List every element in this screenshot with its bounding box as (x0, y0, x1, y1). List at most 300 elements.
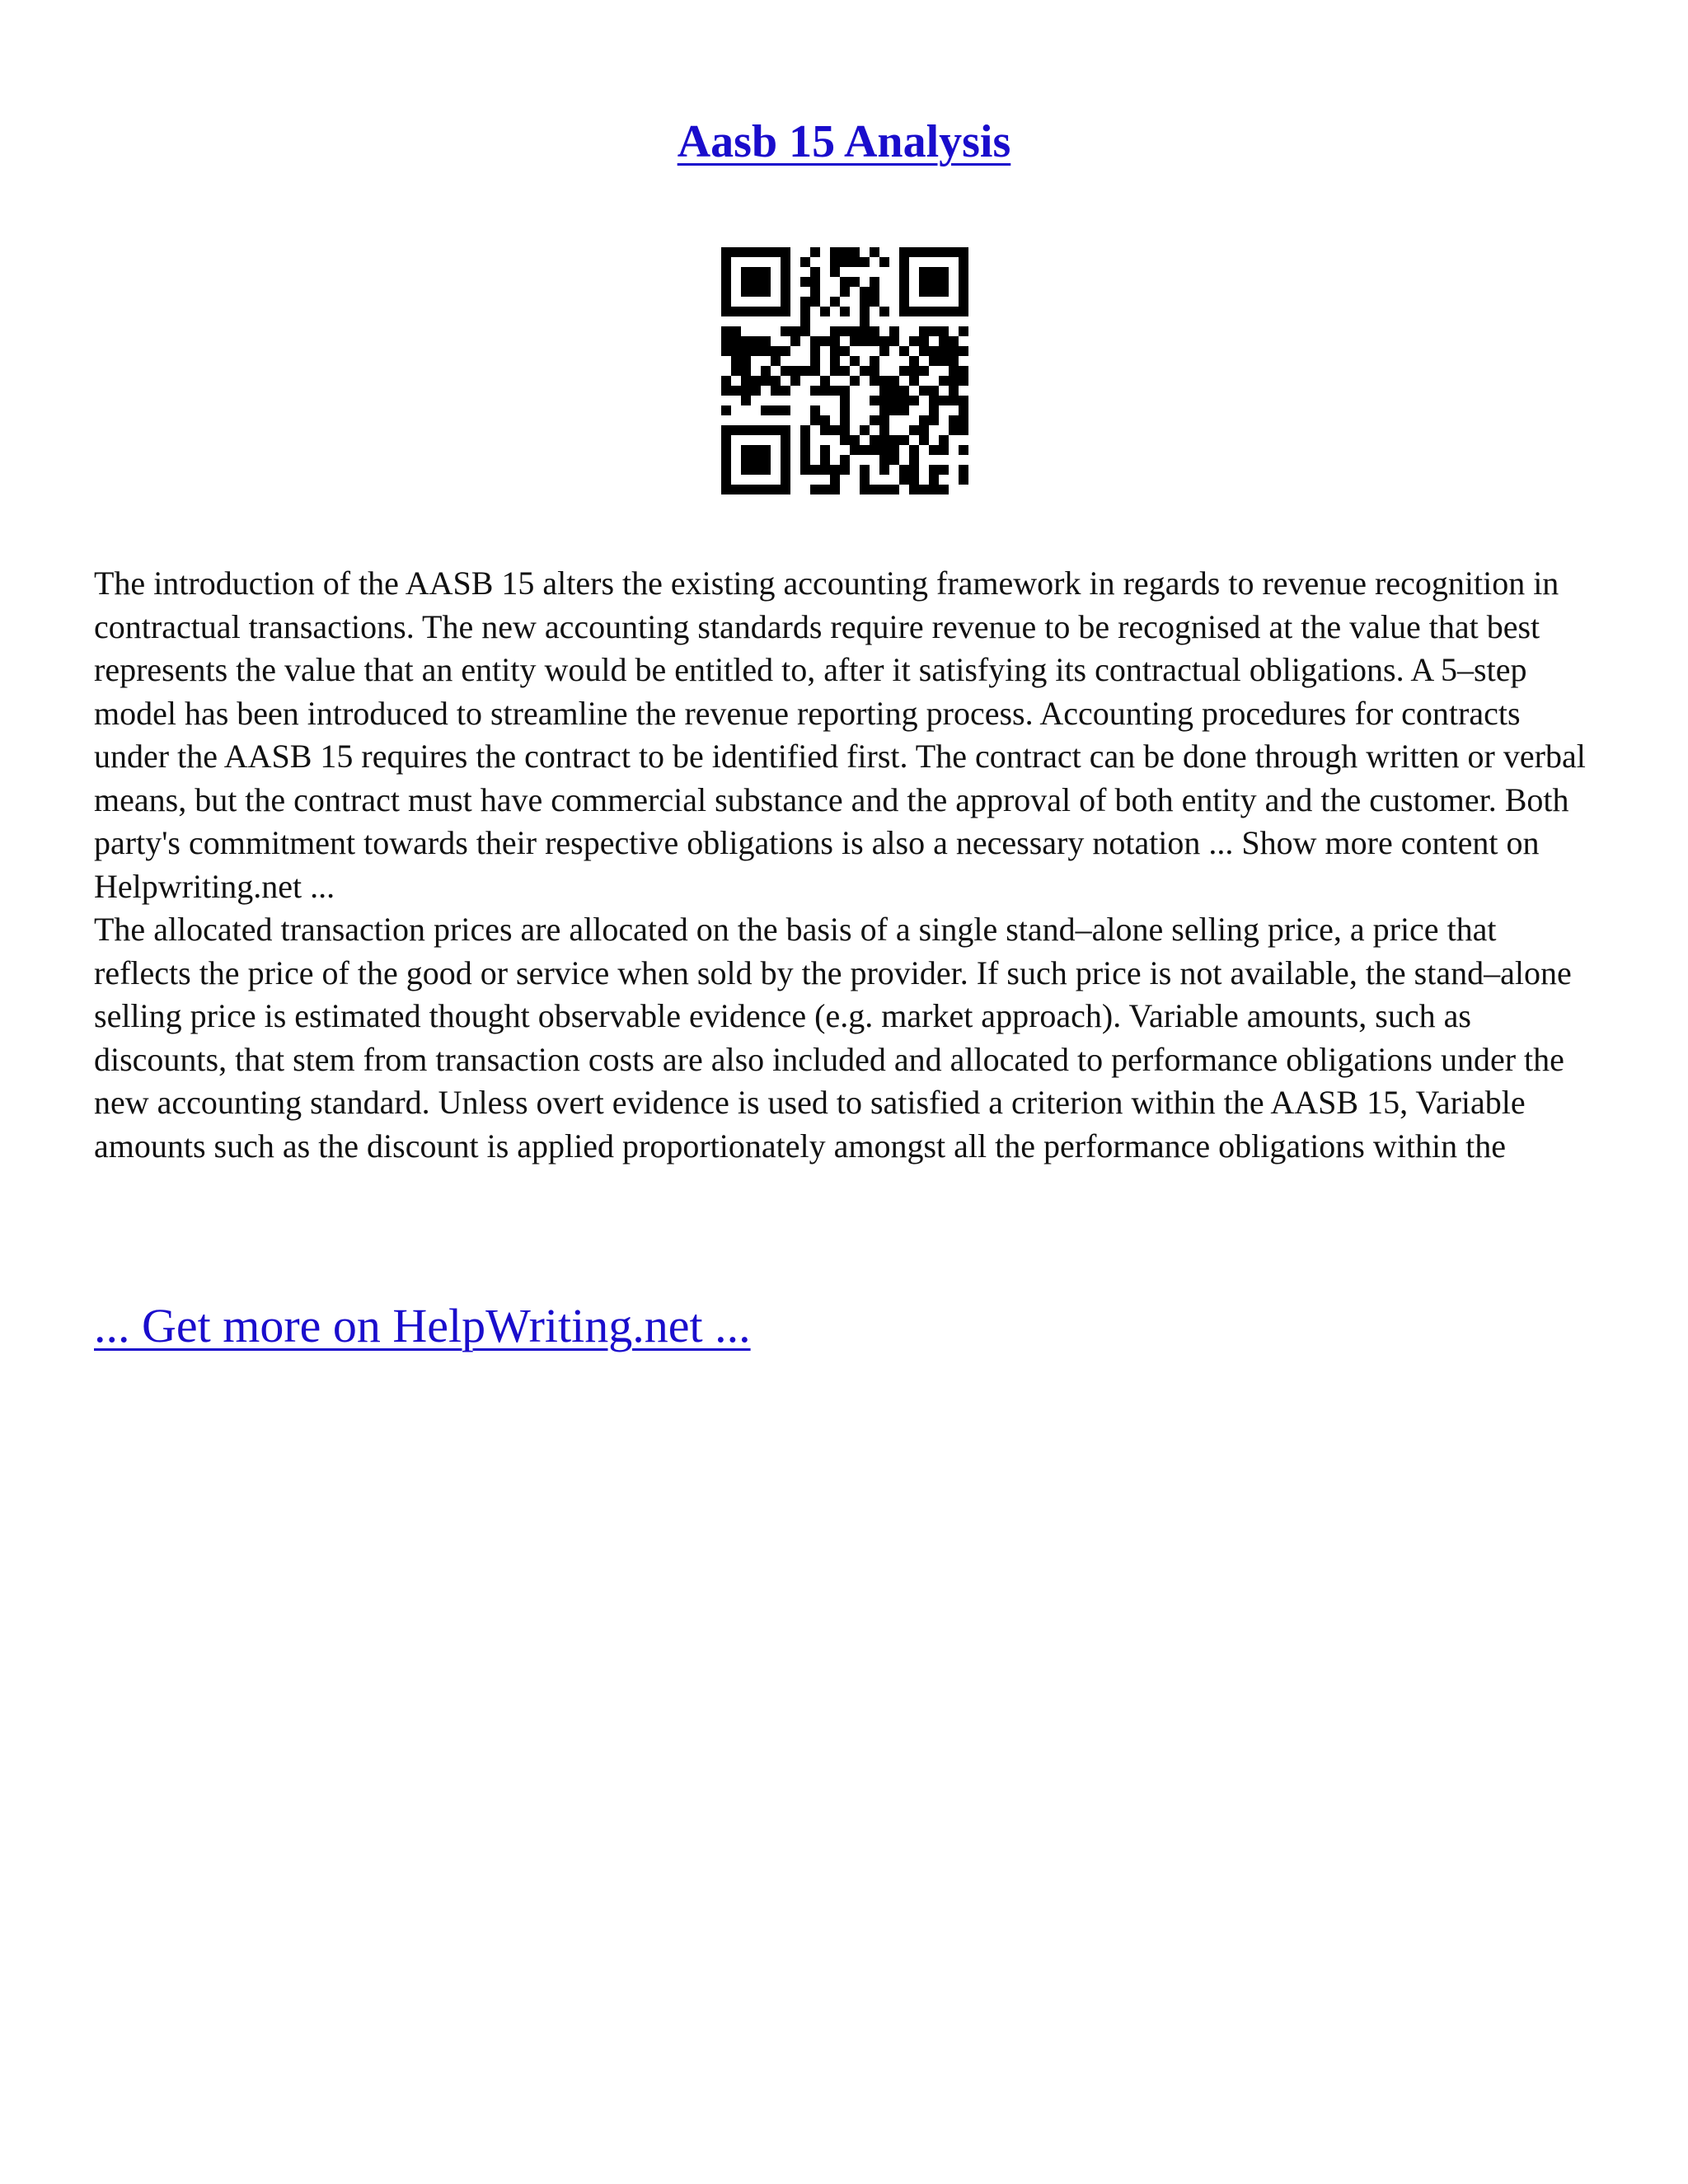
qr-module (721, 376, 731, 386)
qr-module (860, 445, 870, 455)
qr-module (830, 425, 840, 435)
qr-module (830, 465, 840, 475)
qr-module (949, 415, 959, 425)
qr-module (721, 475, 731, 485)
paragraph-1: The introduction of the AASB 15 alters the existing accounting framework in regards to revenue recognition in contractual transactions. The new accounting standards require revenue to be recognised at the value that best represents the value that an entity would be entitled to, after it satisfying its contractual obligations. A 5–step model has been introduced to streamline the revenue reporting process. Accounting procedures for contracts under the AASB 15 requires the contract to be identified first. The contract can be done through written or verbal means, but the contract must have commercial substance and the approval of both entity and the customer. Both party's commitment towards their respective obligations is also a necessary notation ... Show more content on Helpwriting.net ... (94, 565, 1586, 905)
qr-module (870, 326, 879, 336)
qr-module (959, 287, 968, 297)
qr-module (870, 356, 879, 366)
qr-module (899, 307, 909, 316)
qr-module (790, 366, 800, 376)
qr-module (751, 445, 761, 455)
qr-module (761, 336, 771, 346)
qr-module (899, 396, 909, 405)
qr-module (949, 376, 959, 386)
qr-module (731, 366, 741, 376)
qr-module (929, 485, 939, 494)
qr-module (771, 346, 781, 356)
qr-module (870, 366, 879, 376)
qr-module (721, 297, 731, 307)
qr-module (810, 356, 820, 366)
qr-module (771, 376, 781, 386)
qr-module (919, 346, 929, 356)
qr-module (909, 247, 919, 257)
qr-module (840, 415, 850, 425)
qr-module (929, 465, 939, 475)
qr-module (761, 485, 771, 494)
qr-module (909, 396, 919, 405)
qr-module (879, 396, 889, 405)
qr-module (860, 287, 870, 297)
qr-module (929, 475, 939, 485)
qr-module (860, 307, 870, 316)
qr-module (909, 307, 919, 316)
qr-module (879, 376, 889, 386)
qr-module (810, 366, 820, 376)
qr-module (899, 297, 909, 307)
qr-module (751, 376, 761, 386)
qr-module (721, 405, 731, 415)
qr-module (850, 445, 860, 455)
qr-module (810, 287, 820, 297)
qr-module (939, 307, 949, 316)
qr-module (820, 455, 830, 465)
qr-module (850, 336, 860, 346)
qr-module (899, 475, 909, 485)
qr-module (741, 336, 751, 346)
qr-module (830, 475, 840, 485)
qr-module (790, 336, 800, 346)
qr-module (870, 287, 879, 297)
qr-module (751, 336, 761, 346)
qr-module (879, 257, 889, 267)
qr-module (751, 455, 761, 465)
qr-module (771, 405, 781, 415)
qr-module (889, 405, 899, 415)
qr-module (830, 346, 840, 356)
qr-module (899, 277, 909, 287)
qr-module (929, 405, 939, 415)
qr-module (761, 346, 771, 356)
qr-module (899, 465, 909, 475)
qr-module (781, 465, 790, 475)
qr-module (721, 277, 731, 287)
qr-module (820, 307, 830, 316)
qr-module (741, 386, 751, 396)
qr-module (781, 485, 790, 494)
qr-module (781, 445, 790, 455)
qr-module (741, 425, 751, 435)
qr-module (919, 435, 929, 445)
qr-module (731, 485, 741, 494)
qr-module (751, 307, 761, 316)
qr-module (800, 465, 810, 475)
qr-code-icon (721, 247, 968, 494)
qr-module (810, 415, 820, 425)
qr-module (899, 287, 909, 297)
qr-module (790, 326, 800, 336)
qr-module (781, 287, 790, 297)
qr-module (741, 465, 751, 475)
qr-module (939, 247, 949, 257)
qr-module (959, 297, 968, 307)
qr-module (949, 247, 959, 257)
qr-module (870, 376, 879, 386)
qr-module (800, 326, 810, 336)
qr-module (929, 386, 939, 396)
qr-module (840, 287, 850, 297)
qr-module (959, 425, 968, 435)
qr-module (800, 277, 810, 287)
qr-module (820, 386, 830, 396)
qr-module (761, 425, 771, 435)
qr-module (870, 485, 879, 494)
qr-module (820, 336, 830, 346)
qr-module (751, 247, 761, 257)
qr-module (741, 366, 751, 376)
qr-module (781, 475, 790, 485)
qr-module (959, 465, 968, 475)
qr-module (751, 386, 761, 396)
qr-module (959, 307, 968, 316)
qr-module (731, 346, 741, 356)
qr-module (810, 277, 820, 287)
qr-module (840, 346, 850, 356)
qr-module (751, 267, 761, 277)
qr-module (731, 336, 741, 346)
qr-module (939, 435, 949, 445)
qr-module (771, 247, 781, 257)
qr-module (860, 425, 870, 435)
qr-module (899, 267, 909, 277)
qr-module (741, 346, 751, 356)
qr-module (830, 247, 840, 257)
qr-module (860, 257, 870, 267)
qr-module (800, 257, 810, 267)
qr-module (899, 366, 909, 376)
qr-module (939, 277, 949, 287)
qr-module (860, 336, 870, 346)
qr-module (751, 346, 761, 356)
qr-module (741, 247, 751, 257)
qr-module (919, 425, 929, 435)
qr-module (929, 415, 939, 425)
qr-module (919, 267, 929, 277)
qr-module (830, 366, 840, 376)
qr-module (800, 316, 810, 326)
qr-module (751, 287, 761, 297)
qr-module (771, 307, 781, 316)
qr-module (781, 247, 790, 257)
qr-module (870, 396, 879, 405)
qr-module (919, 307, 929, 316)
qr-module (721, 445, 731, 455)
qr-module (939, 346, 949, 356)
qr-module (781, 277, 790, 287)
qr-module (781, 326, 790, 336)
qr-module (781, 307, 790, 316)
qr-module (929, 247, 939, 257)
qr-module (771, 485, 781, 494)
qr-module (721, 307, 731, 316)
qr-module (721, 346, 731, 356)
qr-module (870, 247, 879, 257)
qr-module (889, 336, 899, 346)
qr-module (939, 396, 949, 405)
qr-module (860, 297, 870, 307)
qr-module (761, 247, 771, 257)
qr-module (820, 376, 830, 386)
qr-module (751, 465, 761, 475)
qr-module (830, 267, 840, 277)
qr-module (879, 415, 889, 425)
qr-module (850, 247, 860, 257)
qr-module (810, 297, 820, 307)
qr-module (959, 376, 968, 386)
qr-module (909, 336, 919, 346)
qr-module (909, 445, 919, 455)
qr-module (781, 366, 790, 376)
qr-module (781, 455, 790, 465)
qr-module (959, 475, 968, 485)
qr-module (731, 326, 741, 336)
qr-module (929, 445, 939, 455)
qr-module (879, 425, 889, 435)
qr-module (721, 425, 731, 435)
qr-module (751, 485, 761, 494)
qr-module (949, 396, 959, 405)
qr-module (850, 257, 860, 267)
qr-module (731, 425, 741, 435)
qr-module (959, 247, 968, 257)
qr-module (820, 425, 830, 435)
qr-module (840, 247, 850, 257)
qr-module (929, 326, 939, 336)
qr-module (771, 425, 781, 435)
qr-module (860, 326, 870, 336)
qr-module (909, 376, 919, 386)
paragraph-2: The allocated transaction prices are allocated on the basis of a single stand–alone selling price, a price that reflects the price of the good or service when sold by the provider. If such price is not available, the stand–alone selling price is estimated thought observable evidence (e.g. market approach). Variable amounts, such as discounts, that stem from transaction costs are also included and allocated to performance obligations under the new accounting standard. Unless overt evidence is used to satisfied a criterion within the AASB 15, Variable amounts such as the discount is applied proportionately amongst all the performance obligations within the (94, 911, 1572, 1165)
qr-module (889, 485, 899, 494)
qr-module (800, 366, 810, 376)
qr-module (939, 336, 949, 346)
qr-module (919, 326, 929, 336)
qr-module (939, 267, 949, 277)
qr-module (840, 326, 850, 336)
qr-module (909, 475, 919, 485)
qr-module (800, 435, 810, 445)
qr-module (800, 455, 810, 465)
qr-module (800, 297, 810, 307)
qr-module (721, 287, 731, 297)
qr-module (830, 336, 840, 346)
title-link[interactable]: Aasb 15 Analysis (677, 116, 1011, 167)
qr-module (721, 326, 731, 336)
qr-module (879, 485, 889, 494)
qr-module (889, 445, 899, 455)
qr-module (741, 376, 751, 386)
qr-module (840, 465, 850, 475)
qr-module (781, 435, 790, 445)
qr-module (721, 485, 731, 494)
qr-module (850, 435, 860, 445)
qr-module (919, 415, 929, 425)
qr-module (870, 415, 879, 425)
qr-module (721, 435, 731, 445)
qr-module (741, 455, 751, 465)
qr-module (860, 316, 870, 326)
qr-module (909, 366, 919, 376)
qr-module (889, 455, 899, 465)
qr-module (761, 405, 771, 415)
qr-module (721, 336, 731, 346)
qr-module (721, 267, 731, 277)
qr-module (790, 376, 800, 386)
qr-module (949, 346, 959, 356)
qr-module (810, 267, 820, 277)
qr-module (959, 267, 968, 277)
qr-module (959, 415, 968, 425)
qr-module (840, 435, 850, 445)
qr-module (929, 356, 939, 366)
qr-module (909, 455, 919, 465)
qr-module (781, 257, 790, 267)
qr-module (820, 465, 830, 475)
qr-module (830, 386, 840, 396)
qr-module (781, 346, 790, 356)
qr-module (889, 396, 899, 405)
qr-module (741, 277, 751, 287)
qr-module (909, 356, 919, 366)
qr-module (830, 257, 840, 267)
qr-module (870, 435, 879, 445)
qr-module (889, 376, 899, 386)
qr-module (860, 366, 870, 376)
qr-module (820, 445, 830, 455)
qr-module (840, 396, 850, 405)
qr-module (741, 287, 751, 297)
qr-module (840, 257, 850, 267)
qr-module (721, 465, 731, 475)
qr-module (959, 346, 968, 356)
qr-module (879, 336, 889, 346)
qr-module (870, 445, 879, 455)
qr-module (850, 277, 860, 287)
qr-module (781, 267, 790, 277)
qr-module (731, 386, 741, 396)
qr-module (919, 287, 929, 297)
qr-module (820, 415, 830, 425)
qr-module (899, 405, 909, 415)
qr-module (959, 445, 968, 455)
qr-module (939, 376, 949, 386)
qr-module (939, 326, 949, 336)
qr-module (919, 485, 929, 494)
qr-module (889, 435, 899, 445)
qr-module (761, 465, 771, 475)
qr-module (899, 247, 909, 257)
qr-module (949, 356, 959, 366)
article-body (94, 562, 1594, 1168)
qr-module (939, 485, 949, 494)
qr-module (721, 257, 731, 267)
qr-module (840, 405, 850, 415)
qr-module (959, 366, 968, 376)
qr-module (761, 267, 771, 277)
qr-module (860, 465, 870, 475)
qr-module (781, 425, 790, 435)
qr-module (929, 396, 939, 405)
qr-module (751, 277, 761, 287)
qr-module (810, 247, 820, 257)
qr-module (810, 485, 820, 494)
qr-module (929, 346, 939, 356)
qr-module (741, 396, 751, 405)
qr-module (939, 445, 949, 455)
qr-module (860, 485, 870, 494)
qr-module (919, 247, 929, 257)
qr-module (909, 485, 919, 494)
qr-module (721, 455, 731, 465)
qr-module (949, 307, 959, 316)
qr-module (909, 465, 919, 475)
qr-module (939, 465, 949, 475)
qr-module (840, 366, 850, 376)
qr-module (840, 307, 850, 316)
qr-module (731, 247, 741, 257)
qr-module (810, 465, 820, 475)
qr-module (899, 386, 909, 396)
qr-module (751, 425, 761, 435)
qr-module (879, 386, 889, 396)
qr-module (919, 386, 929, 396)
qr-module (949, 425, 959, 435)
qr-module (959, 326, 968, 336)
qr-module (830, 356, 840, 366)
qr-module (879, 346, 889, 356)
qr-module (741, 445, 751, 455)
qr-module (949, 386, 959, 396)
qr-module (771, 386, 781, 396)
qr-module (879, 405, 889, 415)
qr-module (800, 445, 810, 455)
qr-module (929, 287, 939, 297)
qr-module (800, 307, 810, 316)
qr-module (870, 297, 879, 307)
qr-module (959, 396, 968, 405)
qr-module (959, 277, 968, 287)
qr-module (870, 336, 879, 346)
title-container (0, 115, 1688, 168)
qr-module (800, 425, 810, 435)
qr-module (850, 356, 860, 366)
qr-module (889, 326, 899, 336)
qr-module (810, 386, 820, 396)
qr-module (761, 366, 771, 376)
qr-module (959, 257, 968, 267)
qr-module (830, 485, 840, 494)
qr-module (761, 376, 771, 386)
qr-module (939, 287, 949, 297)
qr-module (840, 425, 850, 435)
qr-module (870, 277, 879, 287)
qr-module (919, 277, 929, 287)
qr-module (731, 356, 741, 366)
get-more-link[interactable]: ... Get more on HelpWriting.net ... (94, 1299, 751, 1352)
qr-module (721, 386, 731, 396)
qr-module (959, 405, 968, 415)
qr-module (850, 376, 860, 386)
